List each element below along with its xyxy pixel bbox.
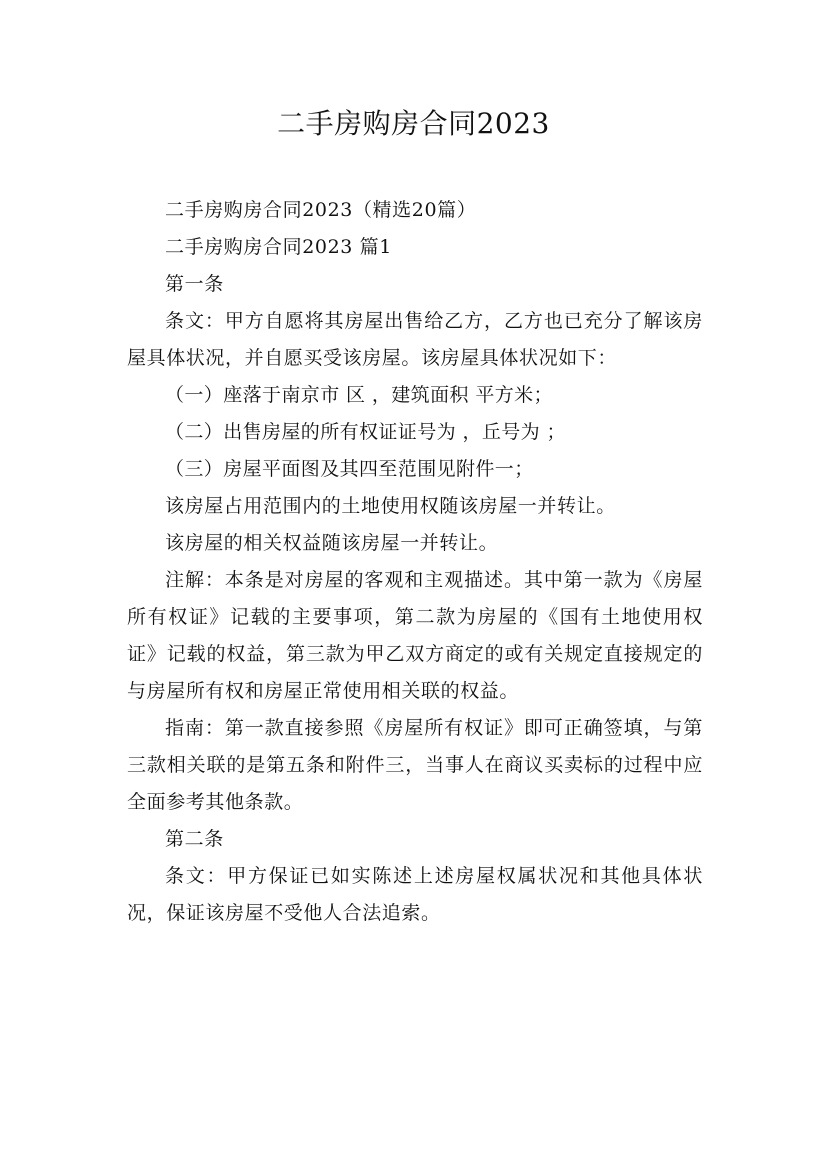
list-item: （三）房屋平面图及其四至范围见附件一； (165, 458, 534, 480)
article-text-paragraph: 条文：甲方保证已如实陈述上述房屋权属状况和其他具体状况，保证该房屋不受他人合法追索。 (127, 865, 703, 924)
subtitle-paragraph: 二手房购房合同2023（精选20篇） (165, 199, 477, 221)
annotation-paragraph: 注解：本条是对房屋的客观和主观描述。其中第一款为《房屋所有权证》记载的主要事项，第二款为房屋的《国有土地使用权证》记载的权益，第三款为甲乙双方商定的或有关规定直接规定的与房屋所有权和房屋正常使用相关联的权益。 (127, 569, 703, 702)
list-item: （二）出售房屋的所有权证证号为 ，丘号为 ； (165, 421, 566, 443)
article-text-paragraph: 条文：甲方自愿将其房屋出售给乙方，乙方也已充分了解该房屋具体状况，并自愿买受该房屋。该房屋具体状况如下： (127, 310, 703, 369)
list-item: （一）座落于南京市 区 ，建筑面积 平方米； (165, 384, 553, 406)
section-heading: 二手房购房合同2023 篇1 (165, 236, 392, 258)
body-paragraph: 该房屋的相关权益随该房屋一并转让。 (165, 532, 499, 554)
document-title: 二手房购房合同2023 (277, 107, 550, 140)
body-paragraph: 该房屋占用范围内的土地使用权随该房屋一并转让。 (165, 495, 616, 517)
document-body (127, 192, 703, 932)
article-heading: 第一条 (165, 273, 224, 295)
article-heading: 第二条 (165, 828, 224, 850)
guide-paragraph: 指南：第一款直接参照《房屋所有权证》即可正确签填，与第三款相关联的是第五条和附件三，当事人在商议买卖标的过程中应全面参考其他条款。 (127, 717, 703, 813)
